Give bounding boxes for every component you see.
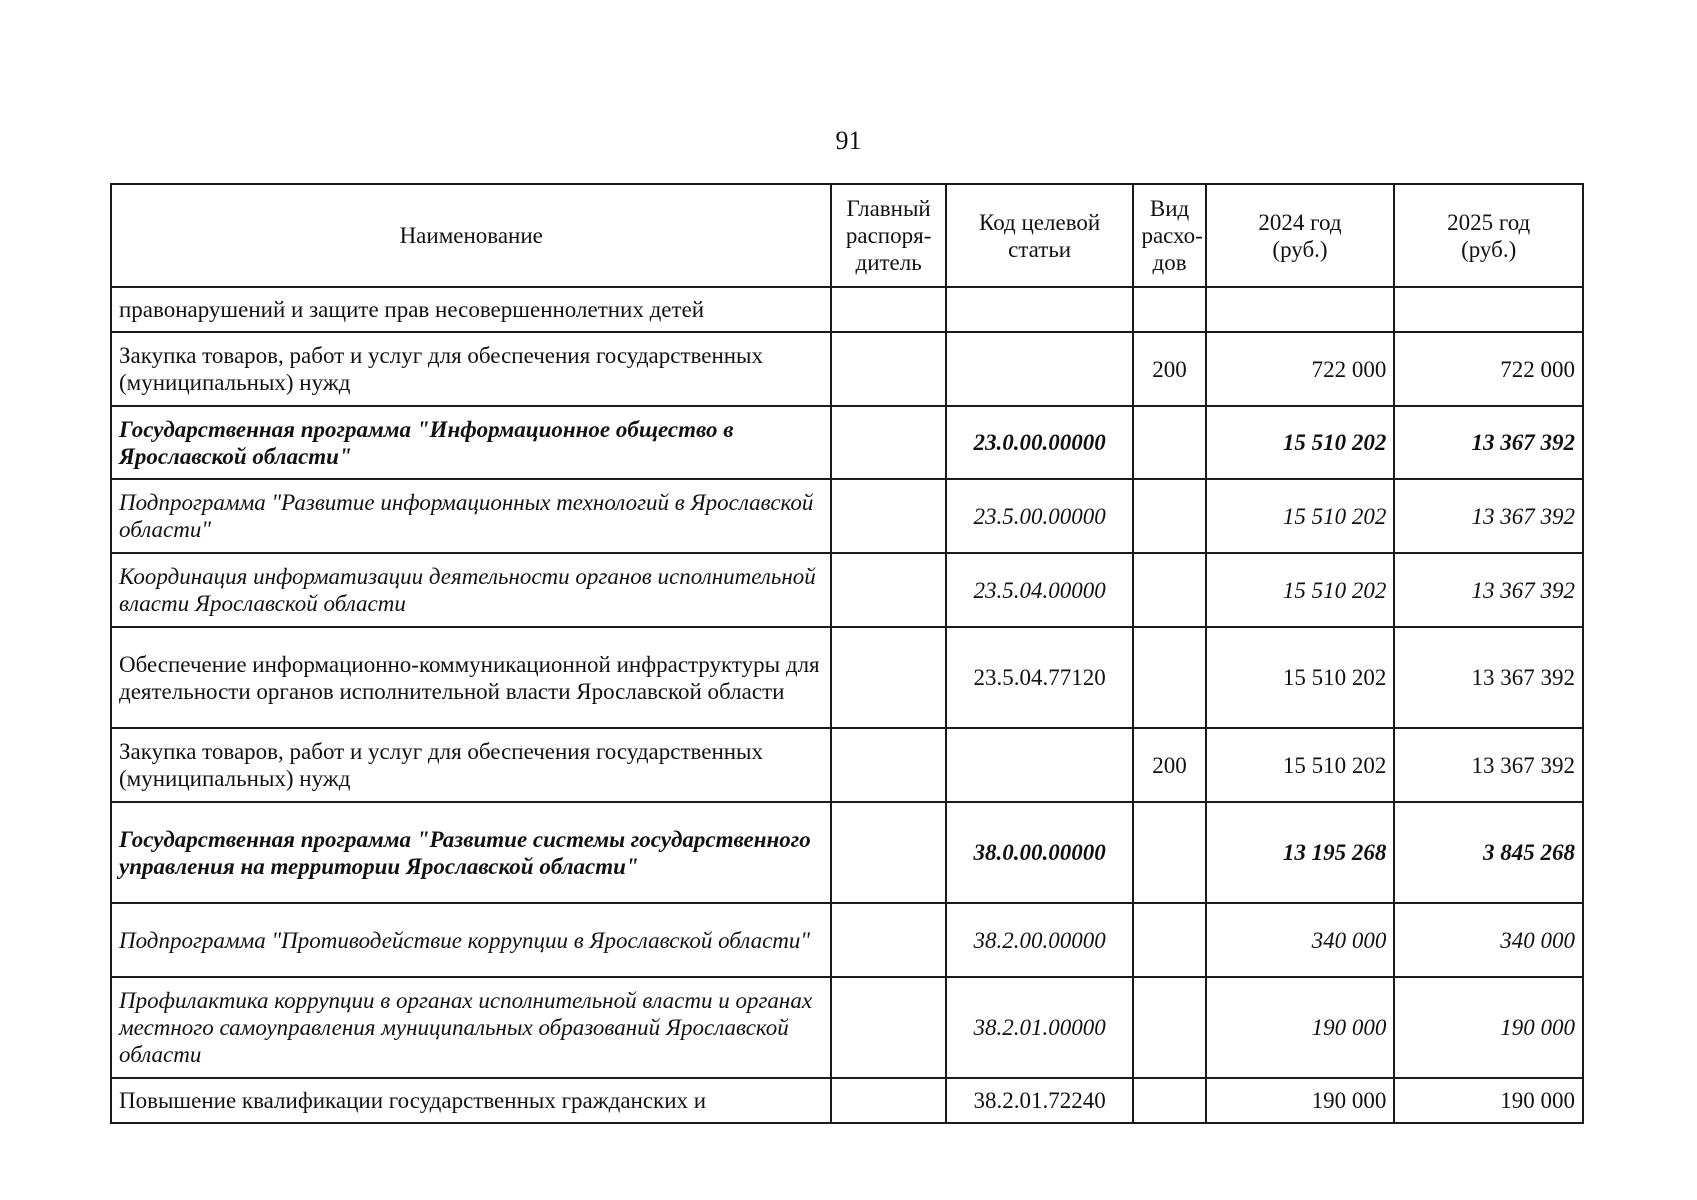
- cell-2024: 722 000: [1206, 332, 1395, 406]
- cell-code: 23.0.00.00000: [946, 406, 1134, 479]
- table-row: [111, 287, 1583, 332]
- cell-code: 38.2.00.00000: [946, 903, 1134, 977]
- cell-2025: 13 367 392: [1394, 627, 1583, 728]
- cell-name: Подпрограмма "Развитие информационных технологий в Ярославской области": [111, 479, 831, 553]
- cell-2024: 190 000: [1206, 1078, 1395, 1123]
- cell-name: Обеспечение информационно-коммуникационной инфраструктуры для деятельности органов исполнительной власти Ярославской области: [111, 627, 831, 728]
- cell-expense-type: 200: [1133, 728, 1205, 802]
- cell-name: Подпрограмма "Противодействие коррупции в Ярославской области": [111, 903, 831, 977]
- cell-expense-type: [1133, 802, 1205, 903]
- cell-2024: 15 510 202: [1206, 479, 1395, 553]
- cell-manager: [831, 903, 945, 977]
- header-2025: 2025 год (руб.): [1394, 184, 1583, 287]
- cell-2025: 340 000: [1394, 903, 1583, 977]
- table-row: [111, 479, 1583, 553]
- cell-name: Государственная программа "Информационное общество в Ярославской области": [111, 406, 831, 479]
- header-manager: Главный распоря- дитель: [831, 184, 945, 287]
- cell-manager: [831, 728, 945, 802]
- cell-manager: [831, 977, 945, 1078]
- cell-2025: 722 000: [1394, 332, 1583, 406]
- cell-code: 23.5.04.77120: [946, 627, 1134, 728]
- cell-manager: [831, 553, 945, 627]
- cell-name: Повышение квалификации государственных гражданских и: [111, 1078, 831, 1123]
- cell-code: [946, 287, 1134, 332]
- cell-code: 23.5.00.00000: [946, 479, 1134, 553]
- table-row: [111, 332, 1583, 406]
- cell-2025: 190 000: [1394, 1078, 1583, 1123]
- cell-expense-type: [1133, 1078, 1205, 1123]
- header-2024: 2024 год (руб.): [1206, 184, 1395, 287]
- cell-manager: [831, 802, 945, 903]
- table-row: [111, 627, 1583, 728]
- cell-2024: 15 510 202: [1206, 627, 1395, 728]
- budget-table: [110, 183, 1584, 1124]
- cell-2024: [1206, 287, 1395, 332]
- cell-expense-type: 200: [1133, 332, 1205, 406]
- table-row: [111, 553, 1583, 627]
- cell-code: 23.5.04.00000: [946, 553, 1134, 627]
- cell-manager: [831, 332, 945, 406]
- cell-2025: [1394, 287, 1583, 332]
- cell-name: правонарушений и защите прав несовершеннолетних детей: [111, 287, 831, 332]
- cell-expense-type: [1133, 903, 1205, 977]
- table-row: [111, 903, 1583, 977]
- cell-name: Государственная программа "Развитие системы государственного управления на территории Ярославской области": [111, 802, 831, 903]
- cell-code: 38.2.01.00000: [946, 977, 1134, 1078]
- cell-expense-type: [1133, 406, 1205, 479]
- header-code: Код целевой статьи: [946, 184, 1134, 287]
- cell-code: 38.0.00.00000: [946, 802, 1134, 903]
- table-row: [111, 977, 1583, 1078]
- table-row: [111, 728, 1583, 802]
- table-row: [111, 1078, 1583, 1123]
- cell-2024: 340 000: [1206, 903, 1395, 977]
- cell-manager: [831, 406, 945, 479]
- header-name: Наименование: [111, 184, 831, 287]
- cell-name: Профилактика коррупции в органах исполнительной власти и органах местного самоуправления муниципальных образований Ярославской области: [111, 977, 831, 1078]
- cell-2024: 190 000: [1206, 977, 1395, 1078]
- cell-code: [946, 332, 1134, 406]
- cell-2025: 13 367 392: [1394, 553, 1583, 627]
- cell-code: [946, 728, 1134, 802]
- header-expense-type: Вид расхо- дов: [1133, 184, 1205, 287]
- cell-name: Закупка товаров, работ и услуг для обеспечения государственных (муниципальных) нужд: [111, 728, 831, 802]
- cell-manager: [831, 287, 945, 332]
- page-number: 91: [835, 126, 862, 155]
- cell-2025: 13 367 392: [1394, 479, 1583, 553]
- cell-2025: 13 367 392: [1394, 728, 1583, 802]
- cell-2024: 15 510 202: [1206, 406, 1395, 479]
- cell-expense-type: [1133, 627, 1205, 728]
- table-body: [111, 287, 1583, 1123]
- cell-2025: 190 000: [1394, 977, 1583, 1078]
- table-row: [111, 406, 1583, 479]
- cell-2024: 13 195 268: [1206, 802, 1395, 903]
- cell-code: 38.2.01.72240: [946, 1078, 1134, 1123]
- cell-expense-type: [1133, 553, 1205, 627]
- cell-2025: 13 367 392: [1394, 406, 1583, 479]
- cell-2025: 3 845 268: [1394, 802, 1583, 903]
- cell-expense-type: [1133, 479, 1205, 553]
- cell-name: Координация информатизации деятельности органов исполнительной власти Ярославской области: [111, 553, 831, 627]
- cell-manager: [831, 479, 945, 553]
- cell-2024: 15 510 202: [1206, 728, 1395, 802]
- cell-2024: 15 510 202: [1206, 553, 1395, 627]
- cell-expense-type: [1133, 287, 1205, 332]
- cell-expense-type: [1133, 977, 1205, 1078]
- cell-manager: [831, 1078, 945, 1123]
- table-row: [111, 802, 1583, 903]
- cell-manager: [831, 627, 945, 728]
- table-header-row: [111, 184, 1583, 287]
- cell-name: Закупка товаров, работ и услуг для обеспечения государственных (муниципальных) нужд: [111, 332, 831, 406]
